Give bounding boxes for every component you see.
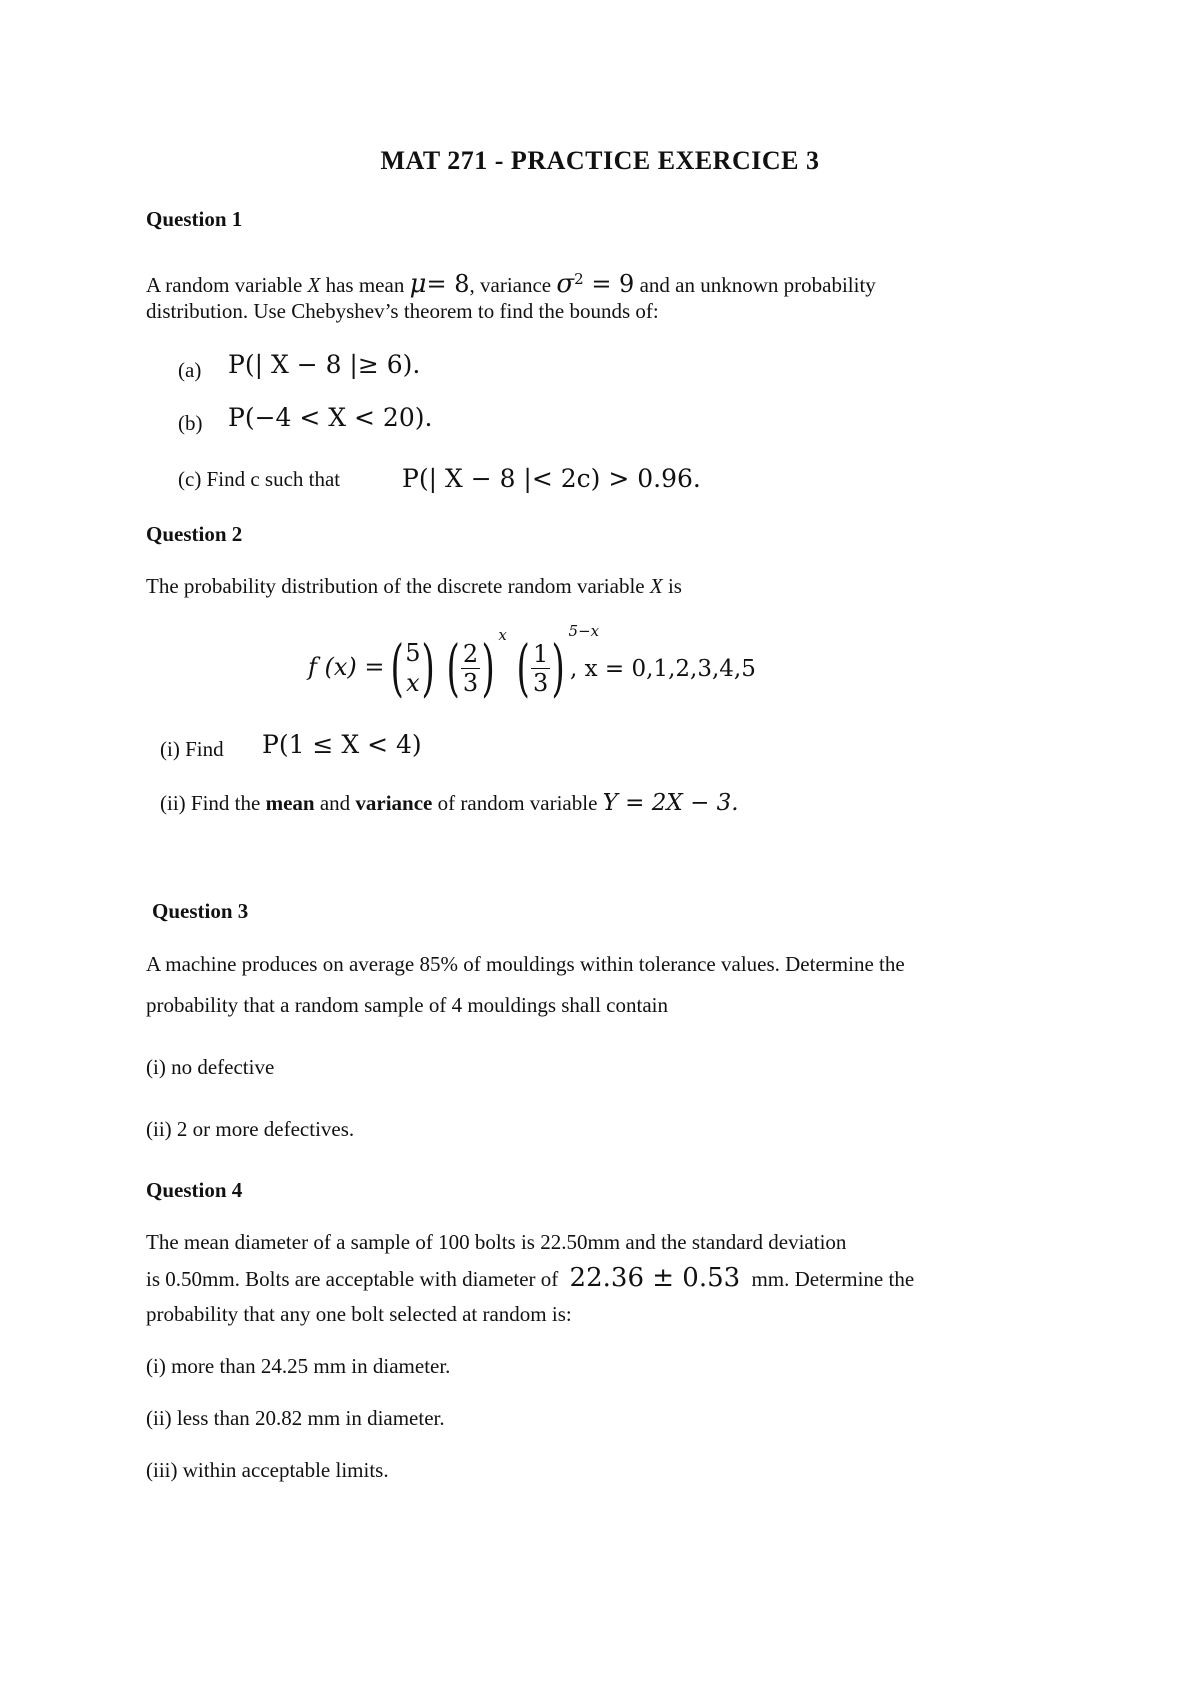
q1-intro-line-2: distribution. Use Chebyshev’s theorem to find the bounds of: [146,299,659,323]
page-title: MAT 271 - PRACTICE EXERCICE 3 [380,146,820,175]
q1-part-a-label: (a) [178,358,202,382]
q2-formula [385,622,600,708]
q2-domain: , x = 0,1,2,3,4,5 [570,656,756,682]
question-2-heading: Question 2 [146,522,243,546]
q3-part-ii: (ii) 2 or more defectives. [146,1117,355,1141]
exponent-5-minus-x: 5−x [568,622,600,640]
q3-line-2: probability that a random sample of 4 mouldings shall contain [146,993,668,1017]
q2-fx-label: f (x) = [308,653,385,681]
q2-intro: The probability distribution of the discrete random variable X is [146,574,682,598]
question-1-heading: Question 1 [146,207,243,231]
q3-line-1: A machine produces on average 85% of mouldings within tolerance values. Determine the [146,952,905,976]
q4-part-i: (i) more than 24.25 mm in diameter. [146,1354,451,1378]
exponent-x: x [498,626,507,644]
q4-line-2: is 0.50mm. Bolts are acceptable with diameter of 22.36 ± 0.53 mm. Determine the [146,1263,915,1293]
q1-part-a-expression: P(| X − 8 |≥ 6). [228,350,421,379]
right-paren: ) [421,631,436,704]
q2-part-ii: (ii) Find the mean and variance of random variable Y = 2X − 3. [160,790,739,816]
binomial-coefficient: 5 x [405,639,421,697]
q1-part-b-label: (b) [178,411,203,435]
q3-part-i: (i) no defective [146,1055,275,1079]
q2-part-i-expression: P(1 ≤ X < 4) [262,730,422,759]
q4-line-3: probability that any one bolt selected at random is: [146,1302,572,1326]
q1-part-b-expression: P(−4 < X < 20). [228,403,433,432]
q4-part-ii: (ii) less than 20.82 mm in diameter. [146,1406,445,1430]
q1-intro-line-1: A random variable X has mean μ= 8, variance $\sigma^2 = 9$ and an unknown probability [146,269,876,299]
right-paren: ) [481,631,495,704]
q2-part-i-label: (i) Find [160,737,224,761]
left-paren: ( [390,631,404,704]
fraction-two-thirds: $\frac{2}{3}$ [462,639,479,697]
q1-part-c-expression: P(| X − 8 |< 2c) > 0.96. [402,464,701,493]
q4-part-iii: (iii) within acceptable limits. [146,1458,389,1482]
left-paren: ( [516,631,530,704]
left-paren: ( [446,631,460,704]
right-paren: ) [551,631,566,704]
q4-line-1: The mean diameter of a sample of 100 bolts is 22.50mm and the standard deviation [146,1230,847,1254]
fraction-one-third: $\frac{1}{3}$ [533,639,549,697]
question-4-heading: Question 4 [146,1178,243,1202]
question-3-heading: Question 3 [152,899,249,923]
q1-part-c-label: (c) Find c such that [178,467,341,491]
